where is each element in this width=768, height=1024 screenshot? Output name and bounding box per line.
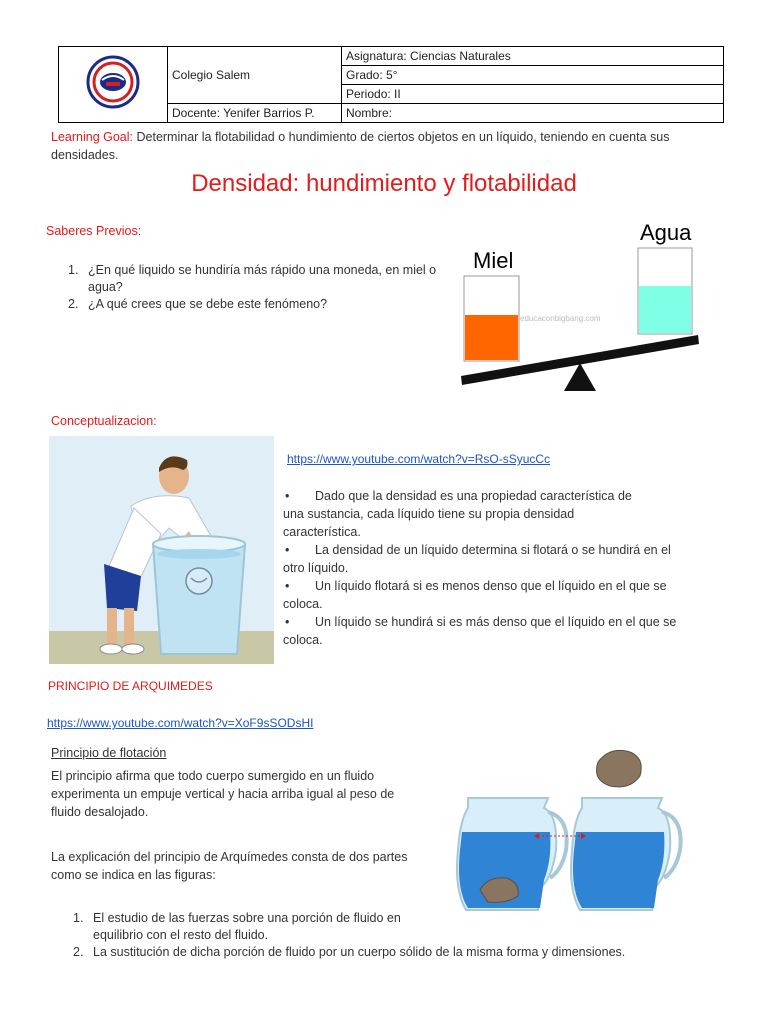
list-item <box>73 944 713 961</box>
flotacion-subheading: Principio de flotación <box>51 746 167 760</box>
bullet-text: coloca. <box>283 633 323 647</box>
list-item <box>283 613 723 631</box>
arquimedes-video-link[interactable]: https://www.youtube.com/watch?v=XoF9sSODsHI <box>47 716 314 730</box>
header-table <box>58 46 724 123</box>
item-number: 2. <box>68 297 79 311</box>
arquimedes-heading: PRINCIPIO DE ARQUIMEDES <box>48 679 213 693</box>
rock-icon <box>597 750 642 787</box>
bullet-text: característica. <box>283 525 361 539</box>
flotacion-paragraph: El principio afirma que todo cuerpo sumergido en un fluido experimenta un empuje vertical y hacia arriba igual al peso de fluido desalojado. <box>51 769 395 819</box>
learning-goal-label: Learning Goal: <box>51 130 134 144</box>
bullet-text: coloca. <box>283 597 323 611</box>
period-field: Periodo: II <box>342 85 724 104</box>
list-item <box>68 296 438 313</box>
bullet-text: otro líquido. <box>283 561 349 575</box>
page-title: Densidad: hundimiento y flotabilidad <box>191 170 577 197</box>
water-fill <box>639 286 691 333</box>
saberes-heading: Saberes Previos: <box>46 224 142 238</box>
school-logo-icon <box>85 54 141 110</box>
list-item <box>283 577 723 595</box>
boy-with-bucket-illustration <box>49 436 274 664</box>
conceptualizacion-heading: Conceptualizacion: <box>51 414 157 428</box>
bullet-text: Un líquido se hundirá si es más denso que el líquido en el que se <box>315 615 677 629</box>
bullet-text: La densidad de un líquido determina si flotará o se hundirá en el <box>315 543 671 557</box>
item-number: 2. <box>73 945 84 959</box>
school-name: Colegio Salem <box>168 47 342 104</box>
subject-field: Asignatura: Ciencias Naturales <box>342 47 724 66</box>
item-text: La sustitución de dicha porción de fluido por un cuerpo sólido de la misma forma y dimensiones. <box>93 945 626 959</box>
bullet-icon: • <box>285 489 290 503</box>
explanation-paragraph: La explicación del principio de Arquímedes consta de dos partes como se indica en las figuras: <box>51 850 408 882</box>
bullet-icon: • <box>285 579 290 593</box>
learning-goal <box>51 128 721 164</box>
fulcrum-triangle-icon <box>564 363 596 391</box>
saberes-list <box>68 262 438 313</box>
archimedes-pitchers-illustration <box>440 740 690 920</box>
conceptualizacion-video-link[interactable]: https://www.youtube.com/watch?v=RsO-sSyucCc <box>287 452 551 466</box>
water-label: Agua <box>640 220 692 245</box>
item-number: 1. <box>68 263 79 277</box>
item-text: El estudio de las fuerzas sobre una porción de fluido en equilibrio con el resto del fluido. <box>93 911 401 942</box>
watermark: educaconbigbang.com <box>520 314 601 323</box>
honey-fill <box>465 315 518 360</box>
list-item <box>68 262 438 296</box>
bullet-icon: • <box>285 615 290 629</box>
grade-field: Grado: 5° <box>342 66 724 85</box>
bullet-text: una sustancia, cada líquido tiene su propia densidad <box>283 507 575 521</box>
list-item <box>283 541 723 559</box>
item-number: 1. <box>73 911 84 925</box>
logo-cell <box>59 47 168 123</box>
item-text: ¿A qué crees que se debe este fenómeno? <box>88 297 328 311</box>
item-text: ¿En qué liquido se hundiría más rápido una moneda, en miel o agua? <box>88 263 437 294</box>
list-item <box>73 910 403 944</box>
list-item <box>283 487 723 505</box>
bullet-text: Un líquido flotará si es menos denso que el líquido en el que se <box>315 579 667 593</box>
scale-illustration <box>456 214 706 394</box>
pitcher-right-water <box>573 832 664 908</box>
honey-label: Miel <box>473 248 514 273</box>
bullet-text: Dado que la densidad es una propiedad característica de <box>315 489 632 503</box>
teacher-field: Docente: Yenifer Barrios P. <box>168 104 342 123</box>
learning-goal-text: Determinar la flotabilidad o hundimiento de ciertos objetos en un líquido, teniendo en cuenta sus densidades. <box>51 130 670 162</box>
bullet-icon: • <box>285 543 290 557</box>
student-name-field[interactable]: Nombre: <box>342 104 724 123</box>
density-bullet-list <box>283 487 723 649</box>
